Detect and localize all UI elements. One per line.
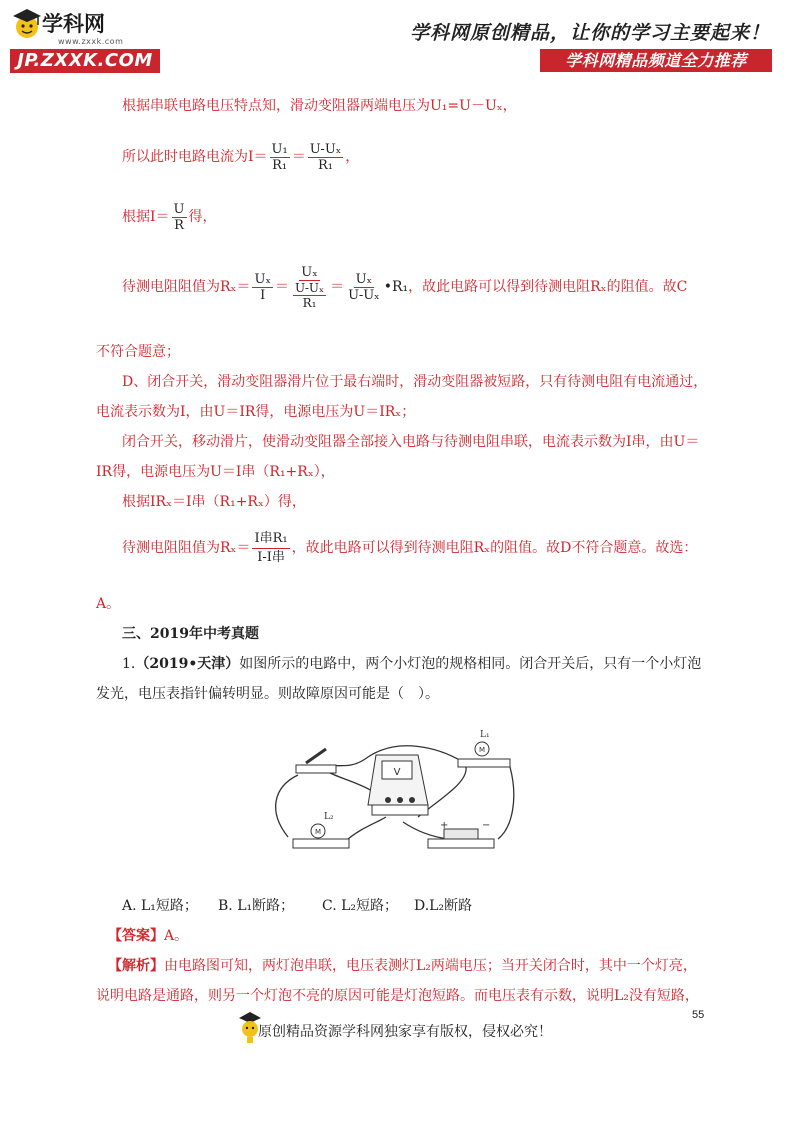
lamp-1-mark: M xyxy=(478,746,486,754)
analysis-label: 【解析】 xyxy=(108,958,164,974)
label-l1: L₁ xyxy=(480,730,490,740)
analysis-line: 【解析】由电路图可知，两灯泡串联，电压表测灯L₂两端电压；当开关闭合时，其中一个灯亮， xyxy=(108,958,697,974)
lamp-2-mark: M xyxy=(314,828,322,836)
formula-series: 待测电阻阻值为Rₓ＝ $\frac{\text{I串R₁}}{\text{I-I串}}$ ，故此电路可以得到待测电阻Rₓ的阻值。故D不符合题意。故选： xyxy=(122,530,698,565)
logo-title: 学科网 xyxy=(42,12,105,36)
compound-fraction: $\frac{\text{Uₓ}}{\frac{\text{U-Uₓ}}{\text{R₁}}}$ xyxy=(294,264,325,310)
fraction: $\frac{\text{Uₓ}}{I}$ xyxy=(254,271,271,303)
section-title: 三、2019年中考真题 xyxy=(122,626,259,642)
text-line: 不符合题意； xyxy=(96,344,180,360)
text-line: A。 xyxy=(96,596,121,612)
text-line: IR得，电源电压为U＝I串（R₁+Rₓ）， xyxy=(96,464,335,480)
logo-url-banner: JP.ZXXK.COM xyxy=(10,49,160,73)
label-l2: L₂ xyxy=(324,812,334,822)
header-slogan: 学科网原创精品，让你的学习主要起来！ xyxy=(409,22,770,44)
page-number: 55 xyxy=(692,1009,705,1021)
option-c: C. L₂短路； xyxy=(322,898,399,914)
option-b: B. L₁断路； xyxy=(218,898,295,914)
question-1: 1.（2019•天津）如图所示的电路中，两个小灯泡的规格相同。闭合开关后，只有一个小灯泡 xyxy=(122,656,702,672)
text-line: 根据串联电路电压特点知，滑动变阻器两端电压为U₁=U－Uₓ， xyxy=(122,98,517,114)
formula-text: 所以此时电路电流为I＝ xyxy=(122,149,268,165)
fraction: $\frac{\text{I串R₁}}{\text{I-I串}}$ xyxy=(254,530,288,565)
battery-plus: + xyxy=(440,820,449,831)
text-line: 发光，电压表指针偏转明显。则故障原因可能是（ ）。 xyxy=(96,686,439,702)
text-line: 说明电路是通路，则另一个灯泡不亮的原因可能是灯泡短路。而电压表有示数，说明L₂没有短路， xyxy=(96,988,699,1004)
formula-current: 所以此时电路电流为I＝ $\frac{\text{U₁}}{\text{R₁}}$ ＝ $\frac{\text{U-Uₓ}}{\text{R₁}}$ ， xyxy=(122,141,360,173)
fraction: $\frac{\text{Uₓ}}{\text{U-Uₓ}}$ xyxy=(348,271,380,303)
text-line: 根据IRₓ＝I串（R₁+Rₓ）得， xyxy=(122,494,306,510)
fraction: $\frac{U}{R}$ xyxy=(173,201,185,233)
formula-resistance: 待测电阻阻值为Rₓ＝ $\frac{\text{Uₓ}}{I}$ ＝ $\frac{\text{Uₓ}}{\frac{\text{U-Uₓ}}{\text{R₁}}}$ ＝ $\frac{\text{Uₓ}}{\text{U-Uₓ}}$ •R₁，故此电路可以得到待测电阻Rₓ的阻值。故C xyxy=(122,264,688,310)
battery-minus: − xyxy=(482,820,491,831)
answer-label: 【答案】 xyxy=(108,928,164,944)
option-d: D.L₂断路 xyxy=(414,898,473,914)
circuit-figure xyxy=(268,727,520,859)
answer-value: A。 xyxy=(164,928,189,944)
answer-line xyxy=(108,926,188,946)
header-banner: 学科网精品频道全力推荐 xyxy=(540,49,772,72)
text-line: 电流表示数为I，由U＝IR得，电源电压为U＝IRₓ； xyxy=(96,404,416,420)
logo-small-url: www.zxxk.com xyxy=(58,37,124,46)
text-line: D、闭合开关，滑动变阻器滑片位于最右端时，滑动变阻器被短路，只有待测电阻有电流通过， xyxy=(122,374,708,390)
logo-mascot-icon xyxy=(10,6,44,40)
formula-ohm: 根据I＝ $\frac{U}{R}$ 得， xyxy=(122,201,217,233)
footer-copyright: 原创精品资源学科网独家享有版权，侵权必究！ xyxy=(258,1024,552,1040)
text-line: 闭合开关，移动滑片，使滑动变阻器全部接入电路与待测电阻串联，电流表示数为I串，由U＝ xyxy=(122,434,700,450)
meter-label: V xyxy=(393,767,401,778)
fraction: $\frac{\text{U₁}}{\text{R₁}}$ xyxy=(271,141,288,173)
question-source: （2019•天津） xyxy=(135,656,240,672)
fraction: $\frac{\text{U-Uₓ}}{\text{R₁}}$ xyxy=(309,141,342,173)
option-a: A. L₁短路； xyxy=(122,898,198,914)
